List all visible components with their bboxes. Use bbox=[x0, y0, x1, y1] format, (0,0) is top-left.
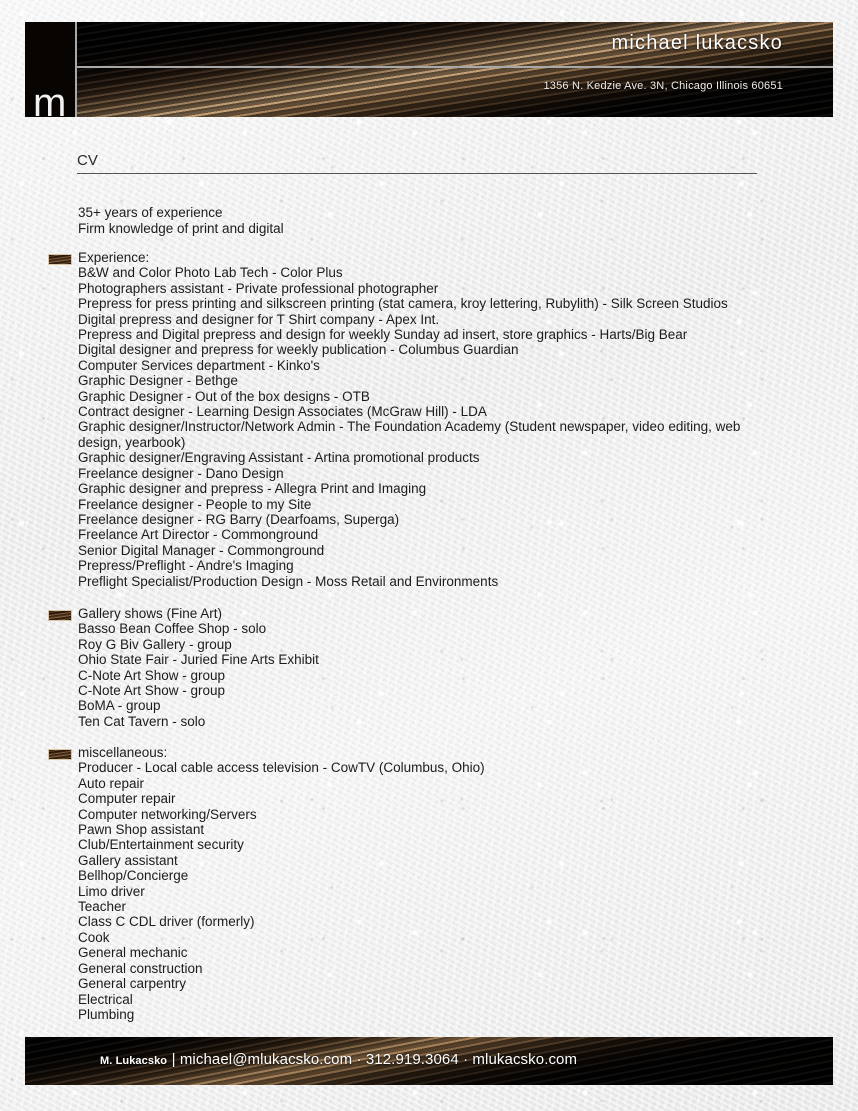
section-list-item: Senior Digital Manager - Commonground bbox=[78, 542, 325, 558]
page-title-block bbox=[77, 152, 757, 174]
cv-section bbox=[48, 606, 748, 729]
section-list-item: Graphic designer/Engraving Assistant - Artina promotional products bbox=[78, 450, 480, 466]
section-list-item: General carpentry bbox=[78, 976, 187, 992]
header-vertical-rule bbox=[75, 22, 77, 117]
intro-line-2: Firm knowledge of print and digital bbox=[78, 220, 284, 236]
section-list-item: Gallery assistant bbox=[78, 852, 178, 868]
section-bullet-icon bbox=[48, 749, 72, 760]
intro-line-1: 35+ years of experience bbox=[78, 205, 223, 220]
section-list-item: Computer networking/Servers bbox=[78, 806, 257, 822]
section-list-item: Auto repair bbox=[78, 775, 145, 791]
page-title-rule bbox=[77, 173, 757, 174]
header-address: 1356 N. Kedzie Ave. 3N, Chicago Illinois 60651 bbox=[543, 80, 783, 92]
section-bullet-icon bbox=[48, 254, 72, 265]
section-list-item: Digital prepress and designer for T Shirt company - Apex Int. bbox=[78, 311, 440, 327]
section-list-item: Graphic Designer - Bethge bbox=[78, 373, 238, 389]
section-list-item: Roy G Biv Gallery - group bbox=[78, 636, 232, 652]
section-list-item: Pawn Shop assistant bbox=[78, 822, 205, 838]
header-name: michael lukacsko bbox=[611, 32, 783, 54]
section-bullet-icon bbox=[48, 610, 72, 621]
logo-letter: m bbox=[33, 81, 67, 117]
site-header bbox=[25, 22, 833, 117]
section-heading: Gallery shows (Fine Art) bbox=[78, 606, 223, 621]
section-list-item: Electrical bbox=[78, 991, 133, 1007]
section-list-item: Ohio State Fair - Juried Fine Arts Exhibit bbox=[78, 652, 319, 668]
footer-text bbox=[100, 1051, 577, 1069]
site-footer bbox=[25, 1037, 833, 1085]
page-title: CV bbox=[77, 152, 98, 169]
section-heading: miscellaneous: bbox=[78, 745, 168, 760]
section-list bbox=[78, 606, 748, 729]
section-list-item: Producer - Local cable access television - CowTV (Columbus, Ohio) bbox=[78, 760, 485, 776]
section-list-item: BoMA - group bbox=[78, 698, 161, 714]
section-list-item: Prepress/Preflight - Andre's Imaging bbox=[78, 558, 294, 574]
section-list-item: Computer repair bbox=[78, 791, 176, 807]
section-list-item: Limo driver bbox=[78, 883, 145, 899]
section-list-item: Computer Services department - Kinko's bbox=[78, 357, 320, 373]
section-list-item: Preflight Specialist/Production Design - Moss Retail and Environments bbox=[78, 573, 499, 589]
header-horizontal-rule bbox=[75, 66, 833, 68]
section-list-item: Plumbing bbox=[78, 1006, 135, 1022]
section-list-item: Graphic designer and prepress - Allegra Print and Imaging bbox=[78, 481, 427, 497]
section-list bbox=[78, 250, 748, 589]
section-list-item: Prepress and Digital prepress and design for weekly Sunday ad insert, store graphics - Harts/Big Bear bbox=[78, 327, 688, 343]
section-list-item: Teacher bbox=[78, 899, 127, 915]
section-list-item: Graphic Designer - Out of the box designs - OTB bbox=[78, 388, 370, 404]
section-list-item: Photographers assistant - Private professional photographer bbox=[78, 280, 439, 296]
section-list-item: B&W and Color Photo Lab Tech - Color Plus bbox=[78, 265, 343, 281]
section-list-item: Bellhop/Concierge bbox=[78, 868, 189, 884]
section-list-item: Graphic designer/Instructor/Network Admin - The Foundation Academy (Student newspaper, video editing, web design, yearbook) bbox=[78, 419, 741, 450]
section-list-item: Freelance designer - Dano Design bbox=[78, 465, 284, 481]
section-list-item: Club/Entertainment security bbox=[78, 837, 244, 853]
footer-name: M. Lukacsko bbox=[100, 1055, 168, 1067]
section-list-item: Freelance designer - People to my Site bbox=[78, 496, 312, 512]
logo-panel bbox=[25, 22, 75, 117]
cv-section bbox=[48, 250, 748, 589]
section-list-item: Freelance designer - RG Barry (Dearfoams, Superga) bbox=[78, 511, 400, 527]
section-list-item: Cook bbox=[78, 929, 110, 945]
intro-block bbox=[78, 205, 284, 236]
section-heading: Experience: bbox=[78, 250, 150, 265]
section-list-item: Freelance Art Director - Commonground bbox=[78, 527, 319, 543]
section-list bbox=[78, 745, 748, 1022]
cv-section bbox=[48, 745, 748, 1022]
section-list-item: C-Note Art Show - group bbox=[78, 667, 226, 683]
footer-contact[interactable]: | michael@mlukacsko.com · 312.919.3064 · mlukacsko.com bbox=[171, 1051, 578, 1068]
section-list-item: C-Note Art Show - group bbox=[78, 683, 226, 699]
section-list-item: Basso Bean Coffee Shop - solo bbox=[78, 621, 267, 637]
section-list-item: General construction bbox=[78, 960, 203, 976]
section-list-item: Prepress for press printing and silkscreen printing (stat camera, kroy lettering, Rubylith) - Silk Screen Studios bbox=[78, 296, 728, 312]
section-list-item: Contract designer - Learning Design Associates (McGraw Hill) - LDA bbox=[78, 404, 487, 420]
section-list-item: Class C CDL driver (formerly) bbox=[78, 914, 255, 930]
section-list-item: Ten Cat Tavern - solo bbox=[78, 713, 206, 729]
section-list-item: Digital designer and prepress for weekly publication - Columbus Guardian bbox=[78, 342, 519, 358]
section-list-item: General mechanic bbox=[78, 945, 188, 961]
